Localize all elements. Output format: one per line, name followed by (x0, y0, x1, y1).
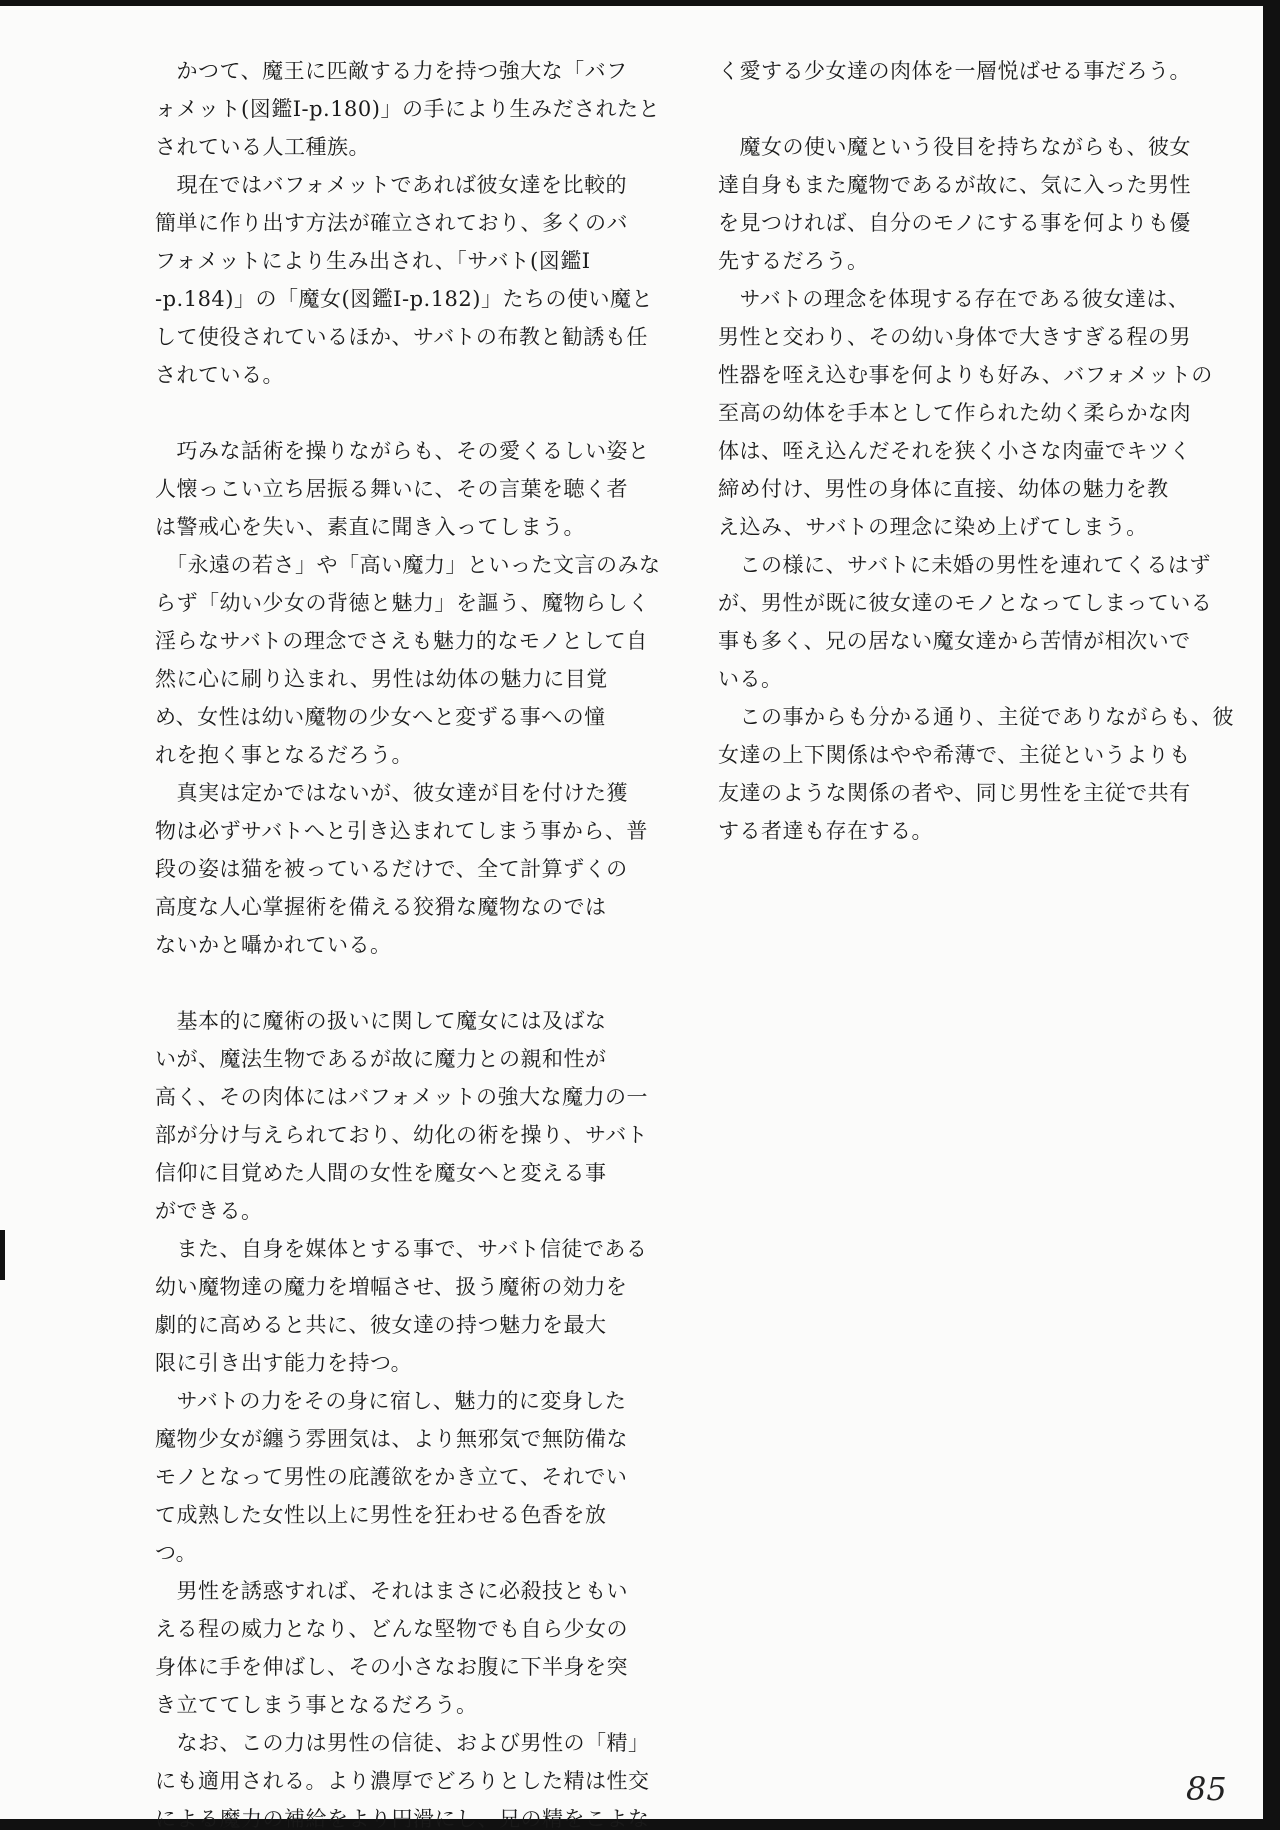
text-line: 「永遠の若さ」や「高い魔力」といった文言のみな (155, 553, 661, 577)
text-line: -p.184)」の「魔女(図鑑Ⅰ-p.182)」たちの使い魔と (155, 287, 653, 311)
text-line: 達自身もまた魔物であるが故に、気に入った男性 (718, 173, 1191, 197)
text-line: 信仰に目覚めた人間の女性を魔女へと変える事 (155, 1161, 607, 1185)
text-line: 真実は定かではないが、彼女達が目を付けた獲 (155, 781, 628, 805)
text-line: れを抱く事となるだろう。 (155, 743, 413, 767)
text-line: いる。 (718, 667, 783, 691)
paragraph-gap (155, 964, 665, 1002)
text-line: 友達のような関係の者や、同じ男性を主従で共有 (718, 781, 1191, 805)
text-line: サバトの理念を体現する存在である彼女達は、 (718, 287, 1190, 311)
text-line: 事も多く、兄の居ない魔女達から苦情が相次いで (718, 629, 1191, 653)
text-line: 人懐っこい立ち居振る舞いに、その言葉を聴く者 (155, 477, 628, 501)
text-line: える程の威力となり、どんな堅物でも自ら少女の (155, 1617, 628, 1641)
text-line: 魔物少女が纏う雰囲気は、より無邪気で無防備な (155, 1427, 628, 1451)
text-line: 部が分け与えられており、幼化の術を操り、サバト (155, 1123, 648, 1147)
text-line: 身体に手を伸ばし、その小さなお腹に下半身を突 (155, 1655, 628, 1679)
text-line: 簡単に作り出す方法が確立されており、多くのバ (155, 211, 628, 235)
text-line: 至高の幼体を手本として作られた幼く柔らかな肉 (718, 401, 1191, 425)
text-line: 淫らなサバトの理念でさえも魅力的なモノとして自 (155, 629, 648, 653)
text-line: 現在ではバフォメットであれば彼女達を比較的 (155, 173, 627, 197)
text-line: 先するだろう。 (718, 249, 869, 273)
text-line: されている人工種族。 (155, 135, 370, 159)
text-line: は警戒心を失い、素直に聞き入ってしまう。 (155, 515, 585, 539)
text-line: フォメットにより生み出され、「サバト(図鑑Ⅰ (155, 249, 591, 273)
text-line: この様に、サバトに未婚の男性を連れてくるはず (718, 553, 1211, 577)
text-line: き立ててしまう事となるだろう。 (155, 1693, 478, 1717)
text-line: ォメット(図鑑Ⅰ-p.180)」の手により生みだされたと (155, 97, 660, 121)
text-line: ないかと囁かれている。 (155, 933, 392, 957)
text-line: 段の姿は猫を被っているだけで、全て計算ずくの (155, 857, 628, 881)
text-line: 締め付け、男性の身体に直接、幼体の魅力を教 (718, 477, 1169, 501)
paragraph-gap (155, 394, 665, 432)
text-line: 性器を咥え込む事を何よりも好み、バフォメットの (718, 363, 1213, 387)
text-line: 高度な人心掌握術を備える狡猾な魔物なのでは (155, 895, 607, 919)
text-line: サバトの力をその身に宿し、魅力的に変身した (155, 1389, 627, 1413)
text-line: 然に心に刷り込まれ、男性は幼体の魅力に目覚 (155, 667, 608, 691)
text-line: この事からも分かる通り、主従でありながらも、彼 (718, 705, 1234, 729)
text-line: つ。 (155, 1541, 198, 1565)
page-frame-right (1263, 0, 1280, 1830)
text-line: め、女性は幼い魔物の少女へと変ずる事への憧 (155, 705, 606, 729)
page-frame-top (0, 0, 1280, 6)
text-line: を見つければ、自分のモノにする事を何よりも優 (718, 211, 1191, 235)
text-line: が、男性が既に彼女達のモノとなってしまっている (718, 591, 1213, 615)
text-line: え込み、サバトの理念に染め上げてしまう。 (718, 515, 1148, 539)
text-line: 限に引き出す能力を持つ。 (155, 1351, 413, 1375)
text-line: く愛する少女達の肉体を一層悦ばせる事だろう。 (718, 59, 1191, 83)
text-line: されている。 (155, 363, 284, 387)
text-line: 男性を誘惑すれば、それはまさに必殺技ともい (155, 1579, 628, 1603)
paragraph-gap (718, 90, 1236, 128)
text-line: 体は、咥え込んだそれを狭く小さな肉壷でキツく (718, 439, 1191, 463)
text-line: 劇的に高めると共に、彼女達の持つ魅力を最大 (155, 1313, 607, 1337)
text-line: にも適用される。より濃厚でどろりとした精は性交 (155, 1769, 650, 1793)
text-line: して使役されているほか、サバトの布教と勧誘も任 (155, 325, 648, 349)
page-number: 85 (1186, 1770, 1227, 1808)
left-edge-mark (0, 1230, 5, 1280)
text-line: 物は必ずサバトへと引き込まれてしまう事から、普 (155, 819, 648, 843)
text-line: 魔女の使い魔という役目を持ちながらも、彼女 (718, 135, 1191, 159)
text-line: 巧みな話術を操りながらも、その愛くるしい姿と (155, 439, 650, 463)
text-line: て成熟した女性以上に男性を狂わせる色香を放 (155, 1503, 607, 1527)
right-text-column (718, 52, 1236, 850)
text-line: かつて、魔王に匹敵する力を持つ強大な「バフ (155, 59, 628, 83)
text-line: する者達も存在する。 (718, 819, 933, 843)
text-line: 男性と交わり、その幼い身体で大きすぎる程の男 (718, 325, 1191, 349)
text-line: ができる。 (155, 1199, 263, 1223)
text-line: らず「幼い少女の背徳と魅力」を謳う、魔物らしく (155, 591, 650, 615)
text-line: なお、この力は男性の信徒、および男性の「精」 (155, 1731, 650, 1755)
text-line: 女達の上下関係はやや希薄で、主従というよりも (718, 743, 1191, 767)
text-line: モノとなって男性の庇護欲をかき立て、それでい (155, 1465, 628, 1489)
left-text-column (155, 52, 665, 1830)
text-line: いが、魔法生物であるが故に魔力との親和性が (155, 1047, 607, 1071)
text-line: また、自身を媒体とする事で、サバト信徒である (155, 1237, 648, 1261)
text-line: による魔力の補給をより円滑にし、兄の精をこよな (155, 1807, 650, 1830)
text-line: 高く、その肉体にはバフォメットの強大な魔力の一 (155, 1085, 649, 1109)
text-line: 基本的に魔術の扱いに関して魔女には及ばな (155, 1009, 607, 1033)
text-line: 幼い魔物達の魔力を増幅させ、扱う魔術の効力を (155, 1275, 628, 1299)
